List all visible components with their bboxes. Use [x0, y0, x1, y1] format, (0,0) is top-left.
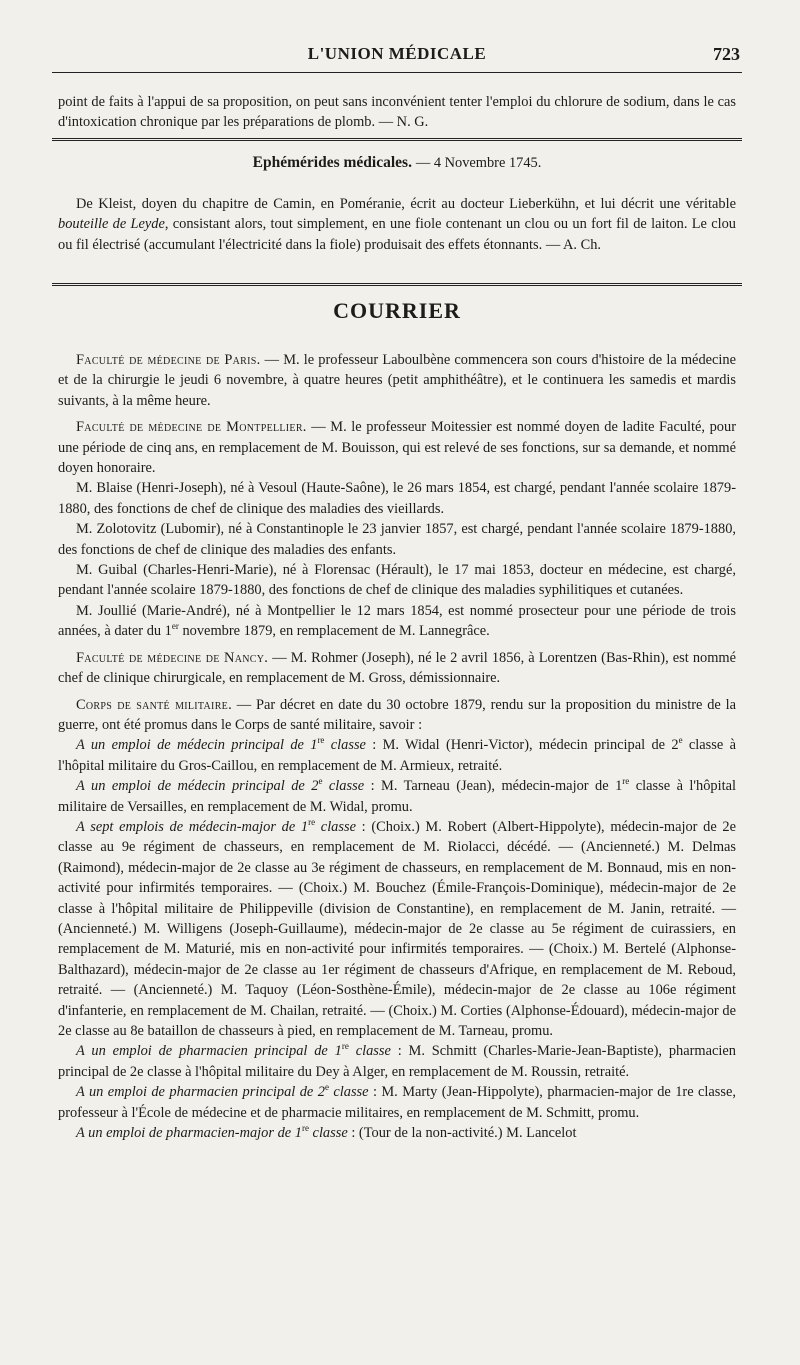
nancy-heading: Faculté de médecine de Nancy.: [76, 649, 269, 666]
intro-text: point de faits à l'appui de sa proposition, on peut sans inconvénient tenter l'emploi du chlorure de sodium, dans le cas d'intoxication chronique par les préparations de plomb. — N. G.: [58, 94, 736, 131]
ephemerides-heading: [58, 154, 736, 172]
header-rule: [52, 72, 742, 73]
paris-heading: Faculté de médecine de Paris.: [76, 352, 261, 368]
militaire-p2: A un emploi de médecin principal de 1re classe : M. Widal (Henri-Victor), médecin principal de 2e classe à l'hôpital militaire du Gros-Caillou, en remplacement de M. Armieux, retraité.: [58, 735, 736, 774]
ephemerides-text: De Kleist, doyen du chapitre de Camin, en Poméranie, écrit au docteur Lieberkühn, et lui décrit une véritable bouteille de Leyde, consistant alors, tout simplement, en une fiole contenant un clou ou un fort fil de laiton. Le clou ou fil électrisé (accumulant l'électricité dans la fiole) produisait des effets étonnants. — A. Ch.: [58, 196, 736, 253]
militaire-p5: A un emploi de pharmacien principal de 1re classe : M. Schmitt (Charles-Marie-Jean-Baptiste), pharmacien principal de 2e classe à l'hôpital militaire du Dey à Alger, en remplacement de M. Roussin, retraité.: [58, 1041, 736, 1080]
militaire-paragraph: Corps de santé militaire. — Par décret en date du 30 octobre 1879, rendu sur la proposition du ministre de la guerre, ont été promus dans le Corps de santé militaire, savoir :: [58, 696, 736, 733]
montpellier-heading: Faculté de médecine de Montpellier.: [76, 419, 307, 436]
ephemerides-title: Ephémérides médicales.: [252, 154, 412, 171]
page-number: 723: [713, 44, 740, 64]
courrier-body: [58, 350, 736, 1143]
intro-paragraph: [58, 92, 736, 133]
nancy-paragraph: Faculté de médecine de Nancy. — M. Rohmer (Joseph), né le 2 avril 1856, à Lorentzen (Bas-Rhin), est nommé chef de clinique chirurgicale, en remplacement de M. Gross, démissionnaire.: [58, 649, 736, 687]
militaire-p4: A sept emplois de médecin-major de 1re classe : (Choix.) M. Robert (Albert-Hippolyte), médecin-major de 2e classe au 9e régiment de chasseurs, en remplacement de M. Riolacci, décédé. — (Ancienneté.) M. Delmas (Raimond), médecin-major de 2e classe au 3e régiment de chasseurs, en remplacement de M. Bonnaud, mis en non-activité pour infirmités temporaires. — (Choix.) M. Bouchez (Émile-François-Dominique), médecin-major de 2e classe à l'hôpital militaire de Philippeville (division de Constantine), en remplacement de M. Janin, retraité. — (Ancienneté.) M. Willigens (Joseph-Guillaume), médecin-major de 2e classe au 5e régiment de cuirassiers, en remplacement de M. Maturié, mis en non-activité pour infirmités temporaires. — (Choix.) M. Bertelé (Alphonse-Balthazard), médecin-major de 2e classe au 1er régiment de chasseurs d'Afrique, en remplacement de M. Reboud, retraité. — (Ancienneté.) M. Taquoy (Léon-Sosthène-Émile), médecin-major de 2e classe au 106e régiment d'infanterie, en remplacement de M. Chailan, retraité. — (Choix.) M. Corties (Alphonse-Édouard), médecin-major de 2e classe au 8e bataillon de chasseurs à pied, en remplacement de M. Tarneau, promu.: [58, 817, 736, 1039]
section-divider-2: [52, 283, 742, 286]
montpellier-paragraph: Faculté de médecine de Montpellier. — M. le professeur Moitessier est nommé doyen de ladite Faculté, pour une période de cinq ans, en remplacement de M. Bouisson, qui est relevé de ses fonctions, sur sa demande, et nommé doyen honoraire.: [58, 419, 736, 477]
montpellier-p5: M. Joullié (Marie-André), né à Montpellier le 12 mars 1854, est nommé prosecteur pour une période de trois années, à dater du 1er novembre 1879, en remplacement de M. Lannegrâce.: [58, 602, 736, 640]
montpellier-p2: M. Blaise (Henri-Joseph), né à Vesoul (Haute-Saône), le 26 mars 1854, est chargé, pendant l'année scolaire 1879-1880, des fonctions de chef de clinique des maladies des vieillards.: [58, 480, 736, 517]
paris-paragraph: Faculté de médecine de Paris. — M. le professeur Laboulbène commencera son cours d'histoire de la médecine et de la chirurgie le jeudi 6 novembre, à quatre heures (petit amphithéâtre), et le continuera les samedis et mardis suivants, à la même heure.: [58, 352, 736, 409]
courrier-heading: COURRIER: [333, 298, 461, 323]
section-divider: [52, 138, 742, 141]
journal-title: L'UNION MÉDICALE: [307, 44, 487, 63]
montpellier-p3: M. Zolotovitz (Lubomir), né à Constantinople le 23 janvier 1857, est chargé, pendant l'année scolaire 1879-1880, des fonctions de chef de clinique des maladies des enfants.: [58, 521, 736, 558]
militaire-p7: A un emploi de pharmacien-major de 1re classe : (Tour de la non-activité.) M. Lancelot: [76, 1123, 577, 1142]
running-header: [52, 44, 742, 68]
ephemerides-body: [58, 194, 736, 255]
militaire-p6: A un emploi de pharmacien principal de 2e classe : M. Marty (Jean-Hippolyte), pharmacien-major de 1re classe, professeur à l'École de médecine et de pharmacie militaires, en remplacement de M. Schmitt, promu.: [58, 1082, 736, 1121]
montpellier-p4: M. Guibal (Charles-Henri-Marie), né à Florensac (Hérault), le 17 mai 1853, docteur en médecine, est chargé, pendant l'année scolaire 1879-1880, des fonctions de chef de clinique des maladies syphilitiques et cutanées.: [58, 562, 736, 599]
ephemerides-date: — 4 Novembre 1745.: [415, 155, 542, 171]
militaire-heading: Corps de santé militaire.: [76, 696, 232, 713]
militaire-p3: A un emploi de médecin principal de 2e classe : M. Tarneau (Jean), médecin-major de 1re classe à l'hôpital militaire de Versailles, en remplacement de M. Widal, promu.: [58, 776, 736, 815]
